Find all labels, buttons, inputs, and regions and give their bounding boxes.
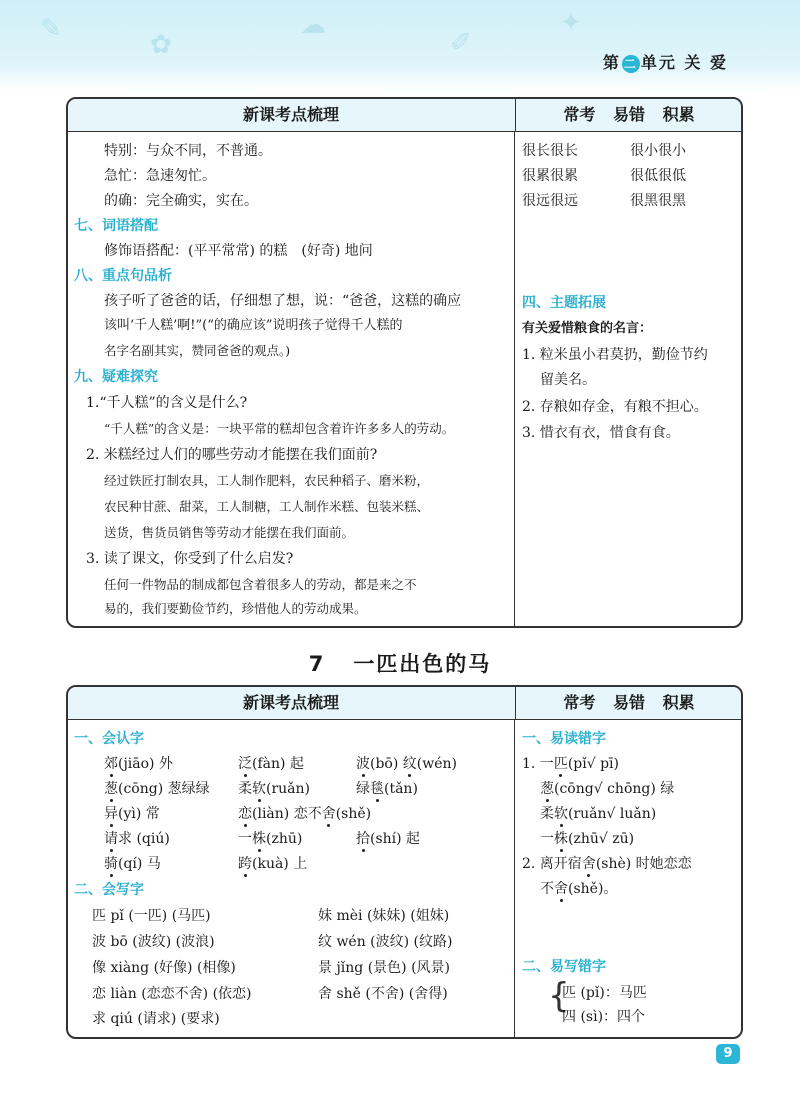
pinyin: 求 (qiú): [118, 831, 170, 847]
char: 舍: [554, 881, 568, 897]
read-char-item: [104, 779, 210, 799]
write-char-item: 求 qiú (请求) (要求): [92, 1011, 220, 1027]
word-item: 很小很小: [630, 143, 686, 159]
read-char-item: [356, 754, 457, 774]
quote-item: 1. 粒米虽小君莫扔，勤俭节约: [522, 347, 708, 363]
definition: 急忙：急速匆忙。: [104, 168, 216, 184]
pinyin: (liàn) 恋不: [252, 806, 322, 822]
pinyin: (pǐ√ pī): [567, 756, 619, 772]
write-char-item: 像 xiàng (好像) (相像): [92, 960, 236, 976]
pinyin: (shě)。: [568, 881, 618, 897]
read-char-item: [238, 829, 302, 849]
lesson-name: 一匹出色的马: [353, 652, 492, 676]
answer: 送货，售货员销售等劳动才能摆在我们面前。: [104, 525, 355, 540]
misread-item: [522, 854, 692, 874]
word-item: 很黑很黑: [630, 193, 686, 209]
page-number: 9: [716, 1044, 740, 1064]
write-char-item: 波 bō (波纹) (波浪): [92, 934, 215, 950]
table-header: [68, 687, 741, 720]
write-char-item: 匹 pǐ (一匹) (马匹): [92, 908, 211, 924]
char: 株: [252, 831, 266, 847]
unit-title-suffix: 单元 关 爱: [640, 53, 728, 72]
read-char-item: [104, 804, 160, 824]
analysis-line: 名字名副其实，赞同爸爸的观点。): [104, 343, 291, 358]
section-heading: 八、重点句品析: [74, 268, 172, 284]
pinyin: (cōng) 葱绿绿: [118, 781, 210, 797]
write-char-item: 妹 mèi (妹妹) (姐妹): [318, 908, 450, 924]
unit-title: [603, 50, 728, 73]
quote-item: 留美名。: [540, 372, 596, 388]
pinyin: (zhū): [266, 831, 303, 847]
word-item: 很远很远: [522, 193, 578, 209]
pinyin: (yì) 常: [118, 806, 160, 822]
read-char-item: [356, 779, 418, 799]
char: 异: [104, 806, 118, 822]
header-left-title: 新课考点梳理: [242, 105, 339, 124]
answer: 农民种甘蔗、甜菜，工人制糖，工人制作米糕、包装米糕、: [104, 499, 430, 514]
char: 波: [356, 756, 370, 772]
subheading: 有关爱惜粮食的名言：: [522, 321, 653, 336]
misread-item: [540, 779, 674, 799]
char: 葱: [540, 781, 554, 797]
quote-item: 2. 存粮如存金，有粮不担心。: [522, 399, 708, 415]
char: 毯: [370, 781, 384, 797]
review-table-2: [66, 685, 743, 1039]
char: 舍: [581, 856, 596, 872]
answer: 经过铁匠打制农具，工人制作肥料，农民种稻子、磨米粉，: [104, 473, 430, 488]
analysis-line: 孩子听了爸爸的话，仔细想了想，说：“爸爸，这糕的确应: [104, 293, 462, 309]
quote-item: 3. 惜衣有衣，惜食有食。: [522, 425, 680, 441]
brace-icon: {: [548, 976, 570, 1016]
decorative-doodle-icon: ☁: [300, 10, 326, 40]
char: 骑: [104, 856, 118, 872]
write-char-item: 舍 shě (不舍) (舍得): [318, 986, 448, 1002]
char: 软: [252, 781, 266, 797]
char: 泛: [238, 756, 252, 772]
definition: 的确：完全确实，实在。: [104, 193, 258, 209]
unit-number-badge: 二: [623, 57, 638, 71]
section-heading: 九、疑难探究: [74, 369, 158, 385]
char-plain: 绿: [356, 781, 370, 797]
header-left-title: 新课考点梳理: [242, 693, 339, 712]
pinyin: (zhū√ zū): [568, 831, 635, 847]
decorative-doodle-icon: ✿: [150, 30, 172, 60]
section-heading: 一、会认字: [74, 731, 144, 747]
pinyin: (shè) 时她恋恋: [595, 856, 692, 872]
answer: “千人糕”的含义是：一块平常的糕却包含着许许多多人的劳动。: [104, 421, 455, 436]
char: 匹: [553, 756, 568, 772]
question: 3. 读了课文，你受到了什么启发?: [86, 551, 294, 567]
char: 请: [104, 831, 118, 847]
char: 郊: [104, 756, 118, 772]
read-char-item: [238, 779, 310, 799]
misread-item: [540, 804, 656, 824]
miswrite-item: 匹 (pǐ)：马匹: [562, 985, 647, 1001]
write-char-item: 纹 wén (波纹) (纹路): [318, 934, 453, 950]
lesson-number: 7: [308, 652, 326, 676]
pinyin: (cōng√ chōng) 绿: [554, 781, 675, 797]
misread-item: [540, 879, 617, 899]
pinyin: (fàn) 起: [252, 756, 304, 772]
answer: 易的，我们要勤俭节约，珍惜他人的劳动成果。: [104, 601, 367, 616]
header-right-title: 常考 易错 积累: [515, 99, 742, 131]
pinyin: (tǎn): [384, 781, 418, 797]
word-item: 很低很低: [630, 168, 686, 184]
review-table-1: [66, 97, 743, 628]
analysis-line: 该叫‘千人糕’啊!”(“的确应该”说明孩子觉得千人糕的: [104, 318, 403, 333]
text: 不: [540, 881, 554, 897]
pinyin: (shě): [335, 806, 372, 822]
read-char-item: [238, 754, 304, 774]
read-char-item: [356, 829, 420, 849]
char: 拾: [356, 831, 370, 847]
section-heading: 一、易读错字: [522, 731, 606, 747]
misread-item: [522, 754, 619, 774]
pinyin: (kuà) 上: [252, 856, 308, 872]
decorative-doodle-icon: ✦: [560, 8, 582, 38]
section-heading: 二、会写字: [74, 882, 144, 898]
column-divider: [514, 131, 515, 626]
question: 1.“千人糕”的含义是什么?: [86, 395, 248, 411]
miswrite-item: 四 (sì)：四个: [562, 1009, 646, 1025]
pinyin: (bō): [370, 756, 403, 772]
lesson-title: [0, 648, 800, 678]
write-char-item: 景 jǐng (景色) (风景): [318, 960, 450, 976]
pinyin: (shí) 起: [370, 831, 421, 847]
answer: 任何一件物品的制成都包含着很多人的劳动，都是来之不: [104, 577, 417, 592]
decorative-doodle-icon: ✎: [40, 14, 62, 44]
decorative-doodle-icon: ✐: [450, 28, 472, 58]
text: 一: [540, 831, 554, 847]
read-char-item: [104, 829, 170, 849]
section-heading: 二、易写错字: [522, 959, 606, 975]
write-char-item: 恋 liàn (恋恋不舍) (依恋): [92, 986, 252, 1002]
text: 2. 离开宿: [522, 856, 582, 872]
char-plain: 柔: [238, 781, 252, 797]
char: 纹: [402, 756, 417, 772]
misread-item: [540, 829, 634, 849]
char: 舍: [321, 806, 336, 822]
read-char-item: [104, 854, 161, 874]
unit-title-prefix: 第: [602, 53, 621, 72]
word-item: 很累很累: [522, 168, 578, 184]
char: 恋: [238, 806, 252, 822]
word-item: 很长很长: [522, 143, 578, 159]
text: 1. 一: [522, 756, 554, 772]
pinyin: (ruǎn): [266, 781, 310, 797]
header-right-title: 常考 易错 积累: [515, 687, 742, 719]
char: 株: [554, 831, 568, 847]
table-header: [68, 99, 741, 132]
char: 葱: [104, 781, 118, 797]
char: 软: [554, 806, 568, 822]
header-band: [0, 0, 800, 92]
section-heading: 七、词语搭配: [74, 218, 158, 234]
pinyin: (wén): [416, 756, 457, 772]
read-char-item: [238, 804, 371, 824]
column-divider: [514, 719, 515, 1037]
definition: 特别：与众不同，不普通。: [104, 143, 272, 159]
read-char-item: [104, 754, 173, 774]
char: 跨: [238, 856, 252, 872]
char-plain: 一: [238, 831, 252, 847]
text: 柔: [540, 806, 554, 822]
pinyin: (ruǎn√ luǎn): [568, 806, 657, 822]
pinyin: (jiāo) 外: [118, 756, 173, 772]
pinyin: (qí) 马: [118, 856, 161, 872]
section-heading: 四、主题拓展: [522, 295, 606, 311]
question: 2. 米糕经过人们的哪些劳动才能摆在我们面前?: [86, 447, 378, 463]
collocation-text: 修饰语搭配：(平平常常) 的糕 (好奇) 地问: [104, 243, 373, 259]
read-char-item: [238, 854, 307, 874]
